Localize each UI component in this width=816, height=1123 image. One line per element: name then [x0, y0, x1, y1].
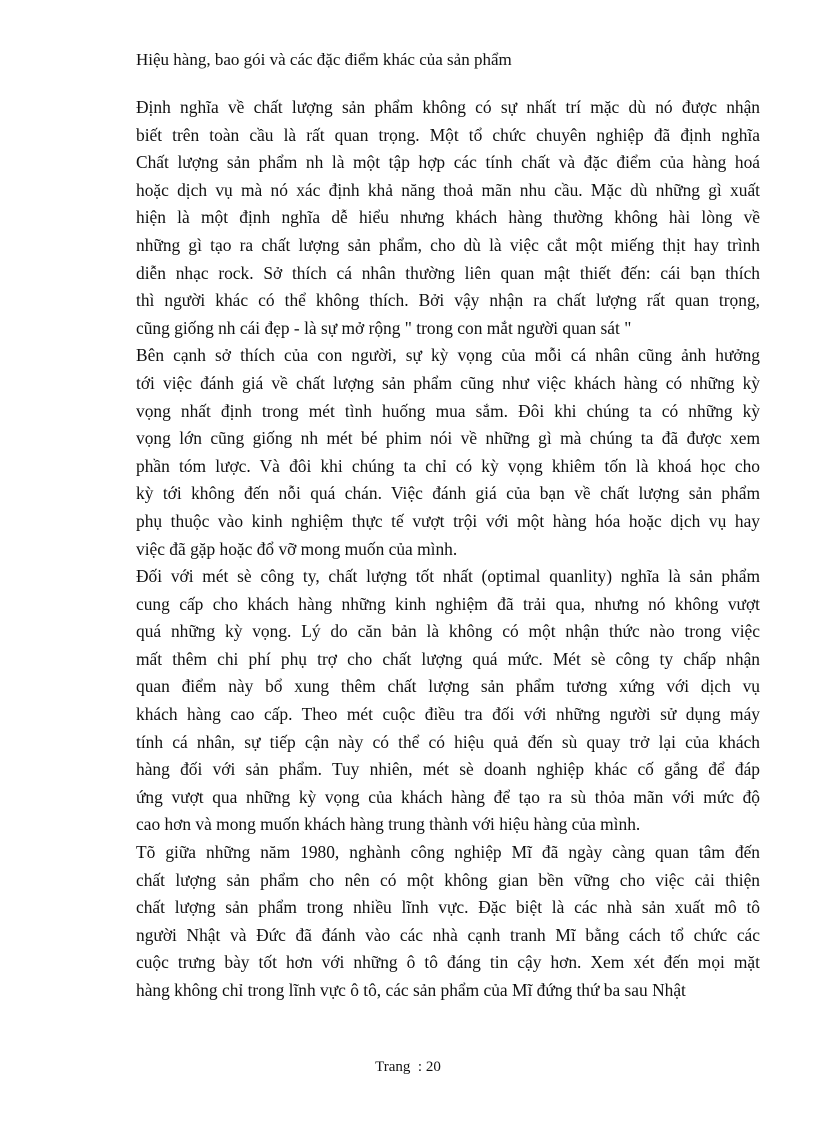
- text-line: biết trên toàn cầu là rất quan trọng. Một tổ chức chuyên nghiệp đã định nghĩa: [136, 124, 760, 145]
- text-line: hàng đối với sản phẩm. Tuy nhiên, mét sè doanh nghiệp khác cố gắng để đáp: [136, 759, 760, 780]
- text-line: chất lượng sản phẩm cho nên có một không gian bền vững cho việc cải thiện: [136, 869, 760, 890]
- text-line: Bên cạnh sở thích của con người, sự kỳ vọng của mỗi cá nhân cũng ảnh hưởng: [136, 345, 760, 366]
- text-line: cung cấp cho khách hàng những kinh nghiệm đã trải qua, nhưng nó không vượt: [136, 593, 760, 614]
- text-line: ứng vượt qua những kỳ vọng của khách hàng để tạo ra sù thỏa mãn với mức độ: [136, 786, 760, 807]
- text-line: cao hơn và mong muốn khách hàng trung thành với hiệu hàng của mình.: [136, 814, 641, 835]
- text-line: tính cá nhân, sự tiếp cận này có thể có hiệu quả đến sù quay trở lại của khách: [136, 731, 760, 752]
- text-line: những gì tạo ra chất lượng sản phẩm, cho dù là việc cắt một miếng thịt hay trình: [136, 234, 760, 255]
- text-line: việc đã gặp hoặc đổ vỡ mong muốn của mình.: [136, 538, 458, 559]
- text-line: hoặc dịch vụ mà nó xác định khả năng thoả mãn nhu cầu. Mặc dù những gì xuất: [136, 179, 760, 200]
- text-line: cuộc trưng bày tốt hơn với những ô tô đáng tin cậy hơn. Xem xét đến mọi mặt: [136, 952, 760, 973]
- text-line: vọng lớn cũng giống nh mét bé phim nói về những gì mà chúng ta đã được xem: [136, 428, 760, 449]
- page-number: Trang : 20: [375, 1059, 441, 1075]
- text-line: quá những kỳ vọng. Lý do căn bản là không có một nhận thức nào trong việc: [136, 621, 760, 642]
- text-line: diễn nhạc rock. Sở thích cá nhân thường liên quan mật thiết đến: cái bạn thích: [136, 262, 760, 283]
- text-line: khách hàng cao cấp. Theo mét cuộc điều tra đối với những người sử dụng máy: [136, 704, 760, 725]
- text-line: vọng nhất định trong mét tình huống mua sắm. Đôi khi chúng ta có những kỳ: [136, 400, 760, 421]
- text-line: chất lượng sản phẩm trong nhiều lĩnh vực. Đặc biệt là các nhà sản xuất mô tô: [136, 897, 760, 918]
- text-line: Đối với mét sè công ty, chất lượng tốt nhất (optimal quanlity) nghĩa là sản phẩm: [136, 566, 760, 587]
- text-line: mất thêm chi phí phụ trợ cho chất lượng quá mức. Mét sè công ty chấp nhận: [136, 648, 760, 669]
- text-line: kỳ tới không đến nỗi quá chán. Việc đánh giá của bạn về chất lượng sản phẩm: [136, 483, 760, 504]
- text-line: Tõ giữa những năm 1980, nghành công nghiệp Mĩ đã ngày càng quan tâm đến: [136, 842, 760, 863]
- text-line: cũng giống nh cái đẹp - là sự mở rộng " trong con mắt người quan sát ": [136, 317, 632, 338]
- text-line: thì người khác có thể không thích. Bởi vậy nhận ra chất lượng rất quan trọng,: [136, 290, 760, 311]
- text-line: quan điểm này bổ xung thêm chất lượng sản phẩm tương xứng với dịch vụ: [136, 676, 760, 697]
- text-line: Định nghĩa về chất lượng sản phẩm không có sự nhất trí mặc dù nó được nhận: [136, 97, 760, 117]
- text-line: người Nhật và Đức đã đánh vào các nhà cạnh tranh Mĩ bằng cách tổ chức các: [136, 924, 760, 945]
- text-line: tới việc đánh giá về chất lượng sản phẩm cũng như việc khách hàng có những kỳ: [136, 372, 760, 393]
- text-line: phần tóm lược. Và đôi khi chúng ta chỉ có kỳ vọng khiêm tốn là khoá học cho: [136, 455, 760, 476]
- text-line: Chất lượng sản phẩm nh là một tập hợp các tính chất và đặc điểm của hàng hoá: [136, 152, 760, 173]
- body-text: [136, 94, 760, 1005]
- section-heading: Hiệu hàng, bao gói và các đặc điểm khác của sản phẩm: [136, 50, 512, 69]
- text-line: hàng không chỉ trong lĩnh vực ô tô, các sản phẩm của Mĩ đứng thứ ba sau Nhật: [136, 980, 686, 1000]
- text-line: phụ thuộc vào kinh nghiệm thực tế vượt trội với một hàng hóa hoặc dịch vụ hay: [136, 510, 760, 531]
- text-line: hiện là một định nghĩa dễ hiểu nhưng khách hàng thường không hài lòng về: [136, 207, 760, 228]
